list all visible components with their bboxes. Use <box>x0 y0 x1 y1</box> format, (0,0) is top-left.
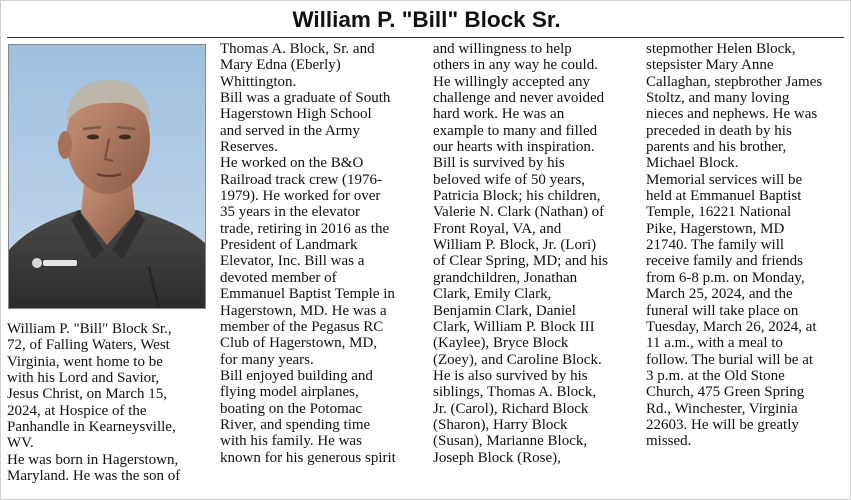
obituary-paragraph: and willingness to help others in any way he could. He willingly accepted any challenge and never avoided hard work. He was an example to many and filled our hearts with inspiration. <box>433 41 605 156</box>
obituary-paragraph: stepmother Helen Block, stepsister Mary Anne Callaghan, stepbrother James Stoltz, and many loving nieces and nephews. He was preceded in death by his parents and his brother, Michael Block. <box>646 41 823 172</box>
obituary-title: William P. "Bill" Block Sr. <box>292 7 561 32</box>
obituary-paragraph: Bill is survived by his beloved wife of 50 years, Patricia Block; his children, Valerie N. Clark (Nathan) of Front Royal, VA, and William P. Block, Jr. (Lori) of Clear Spring, MD; and his grandchildren, Jonathan Clark, Emily Clark, Benjamin Clark, Daniel Clark, William P. Block III (Kaylee), Bryce Block (Zoey), and Caroline Block. He is also survived by his siblings, Thomas A. Block, Jr. (Carol), Richard Block (Sharon), Harry Block (Susan), Marianne Block, Joseph Block (Rose), <box>433 155 608 466</box>
obituary-paragraph: Bill enjoyed building and flying model airplanes, boating on the Potomac River, and spending time with his family. He was known for his generous spirit <box>220 367 396 466</box>
column-1-text <box>7 321 212 484</box>
obituary-paragraph: He was born in Hagerstown, Maryland. He was the son of <box>7 451 181 485</box>
column-2-text <box>220 41 425 466</box>
obituary-paragraph: Memorial services will be held at Emmanuel Baptist Temple, 16221 National Pike, Hagerstown, MD 21740. The family will receive family and friends from 6-8 p.m. on Monday, March 25, 2024, and the funeral will take place on Tuesday, March 26, 2024, at 11 a.m., with a meal to follow. The burial will be at 3 p.m. at the Old Stone Church, 475 Green Spring Rd., Winchester, Virginia 22603. He will be greatly missed. <box>646 171 817 450</box>
obituary-paragraph: He worked on the B&O Railroad track crew (1976- 1979). He worked for over 35 years in the elevator trade, retiring in 2016 as the President of Landmark Elevator, Inc. Bill was a devoted member of Emmanuel Baptist Temple in Hagerstown, MD. He was a member of the Pegasus RC Club of Hagerstown, MD, for many years. <box>220 155 395 368</box>
obituary-paragraph: William P. "Bill" Block Sr., 72, of Falling Waters, West Virginia, went home to be with his Lord and Savior, Jesus Christ, on March 15, 2024, at Hospice of the Panhandle in Kearneysville, WV. <box>7 321 176 452</box>
column-4-text <box>646 41 850 450</box>
title-divider <box>7 37 844 38</box>
portrait-illustration <box>9 45 206 309</box>
column-3-text <box>433 41 638 466</box>
obituary-paragraph: Thomas A. Block, Sr. and Mary Edna (Eberly) Whittington. <box>220 41 375 90</box>
portrait-photo <box>8 44 206 309</box>
obituary-paragraph: Bill was a graduate of South Hagerstown High School and served in the Army Reserves. <box>220 90 391 156</box>
